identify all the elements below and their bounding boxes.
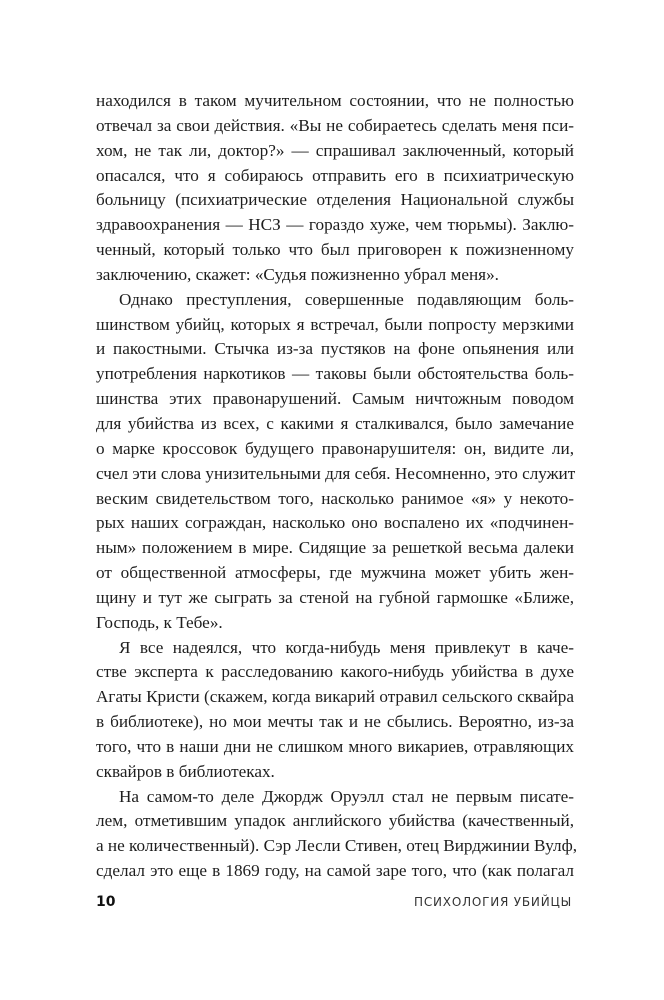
- text-line: того, что в наши дни не слишком много викариев, отравляющих: [96, 736, 574, 756]
- text-line: Я все надеялся, что когда-нибудь меня привлекут в каче-: [119, 637, 574, 657]
- text-line: и пакостными. Стычка из-за пустяков на фоне опьянения или: [96, 339, 574, 359]
- text-line: Агаты Кристи (скажем, когда викарий отравил сельского сквайра: [96, 687, 574, 707]
- text-line: Господь, к Тебе».: [96, 612, 223, 632]
- text-line: употребления наркотиков — таковы были обстоятельства боль-: [96, 364, 574, 384]
- text-line: стве эксперта к расследованию какого-нибудь убийства в духе: [96, 662, 574, 682]
- paragraph: [96, 288, 574, 636]
- text-line: щину и тут же сыграть за стеной на губной гармошке «Ближе,: [96, 587, 574, 607]
- text-line: лем, отметившим упадок английского убийства (качественный,: [96, 811, 574, 831]
- text-line: от общественной атмосферы, где мужчина может убить жен-: [96, 563, 574, 583]
- body-text: [96, 89, 578, 884]
- paragraph: [96, 636, 574, 785]
- text-line: шинства этих правонарушений. Самым ничтожным поводом: [96, 389, 574, 409]
- text-line: находился в таком мучительном состоянии, что не полностью: [96, 91, 574, 110]
- running-title: ПСИХОЛОГИЯ УБИЙЦЫ: [414, 895, 572, 909]
- text-line: в библиотеке), но мои мечты так и не сбылись. Вероятно, из-за: [96, 712, 574, 732]
- text-line: заключению, скажет: «Судья пожизненно убрал меня».: [96, 264, 499, 284]
- paragraph: [96, 89, 574, 288]
- text-line: Однако преступления, совершенные подавляющим боль-: [119, 289, 574, 309]
- text-line: о марке кроссовок будущего правонарушителя: он, видите ли,: [96, 438, 574, 458]
- text-line: для убийства из всех, с какими я сталкивался, было замечание: [96, 413, 574, 433]
- text-line: хом, не так ли, доктор?» — спрашивал заключенный, который: [96, 140, 574, 160]
- paragraph: [96, 785, 578, 884]
- text-line: здравоохранения — НСЗ — гораздо хуже, чем тюрьмы). Заклю-: [96, 215, 574, 235]
- page-number: 10: [96, 894, 116, 910]
- text-line: шинством убийц, которых я встречал, были попросту мерзкими: [96, 314, 574, 334]
- text-line: сквайров в библиотеках.: [96, 761, 275, 781]
- text-line: веским свидетельством того, насколько ранимое «я» у некото-: [96, 488, 574, 508]
- text-line: а не количественный). Сэр Лесли Стивен, отец Вирджинии Вулф,: [96, 836, 578, 856]
- text-line: больницу (психиатрические отделения Национальной службы: [96, 190, 574, 210]
- text-line: ченный, который только что был приговорен к пожизненному: [96, 240, 574, 260]
- text-line: ным» положением в мире. Сидящие за решеткой весьма далеки: [96, 538, 574, 558]
- text-line: На самом-то деле Джордж Оруэлл стал не первым писате-: [119, 786, 574, 806]
- text-line: счел эти слова унизительными для себя. Несомненно, это служит: [96, 463, 576, 483]
- text-line: отвечал за свои действия. «Вы не собираетесь сделать меня пси-: [96, 115, 574, 135]
- text-line: рых наших сограждан, насколько оно воспалено их «подчинен-: [96, 513, 574, 533]
- text-line: сделал это еще в 1869 году, на самой заре того, что (как полагал: [96, 861, 574, 881]
- text-line: опасался, что я собираюсь отправить его в психиатрическую: [96, 165, 574, 185]
